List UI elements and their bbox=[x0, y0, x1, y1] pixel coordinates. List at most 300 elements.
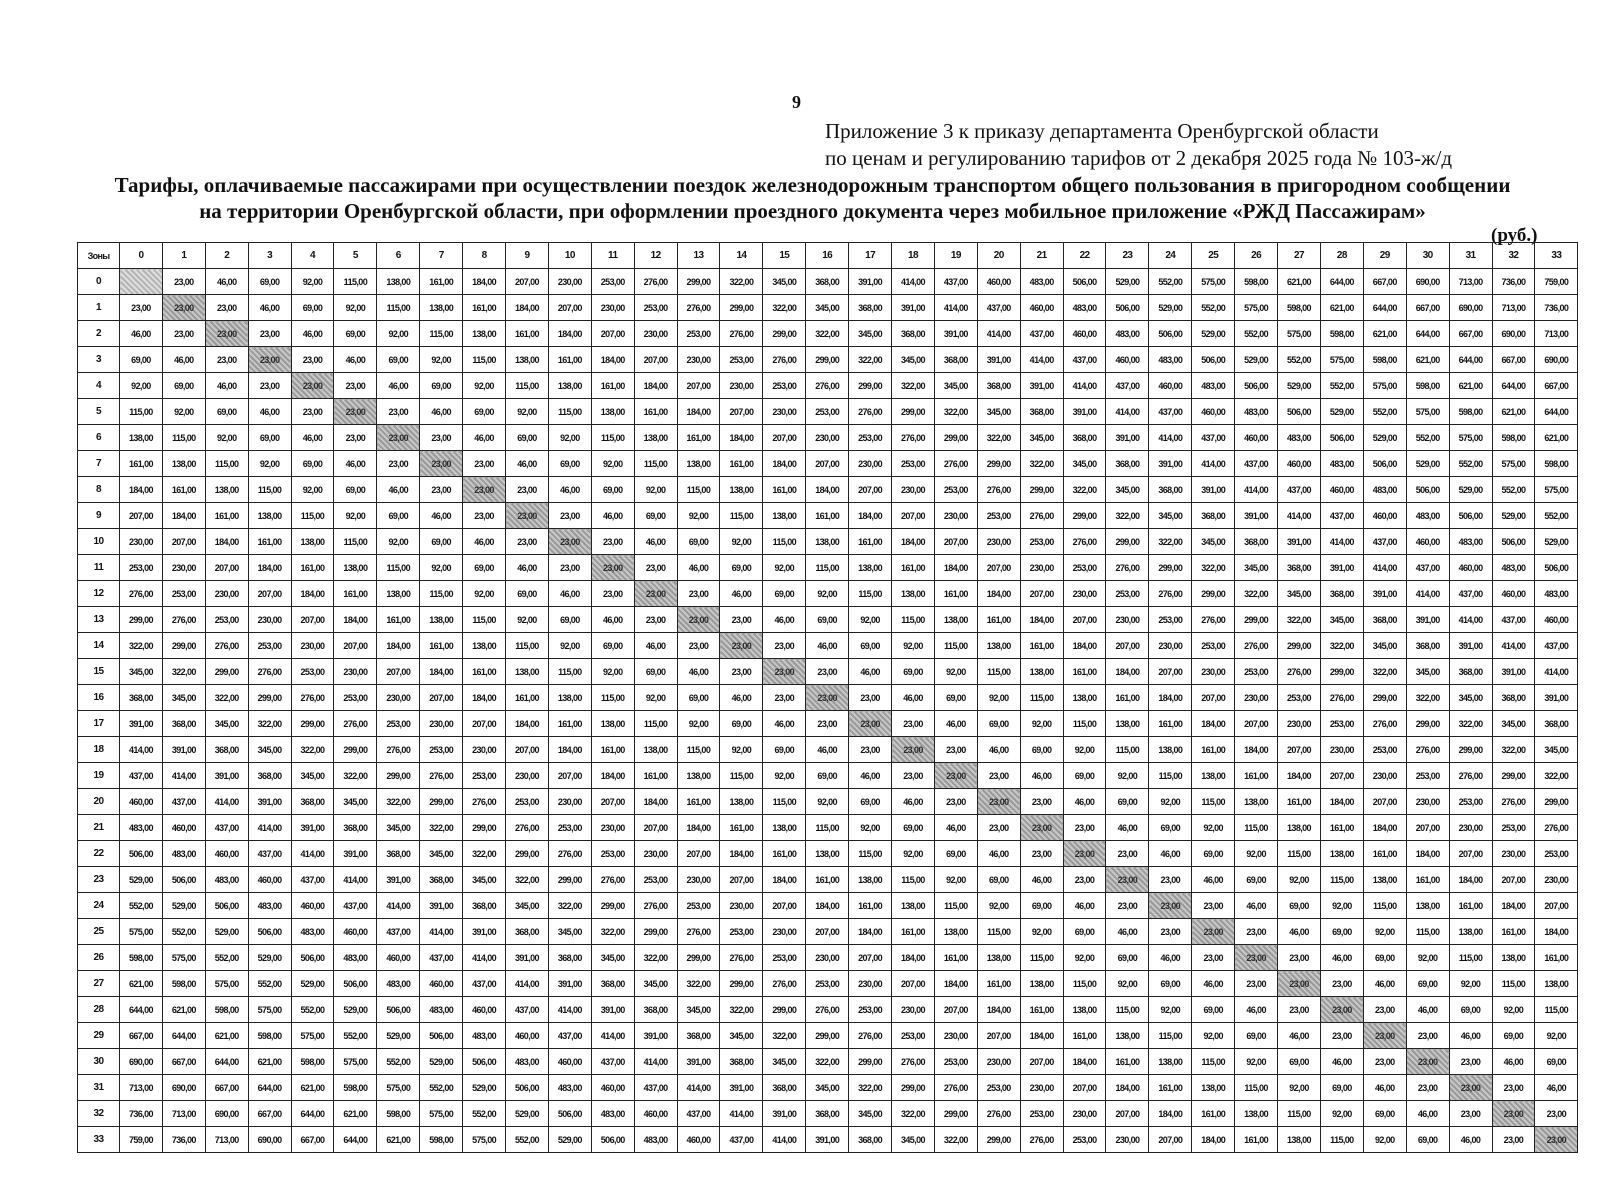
tariff-cell: 276,00 bbox=[506, 815, 549, 841]
tariff-cell: 92,00 bbox=[1149, 789, 1192, 815]
tariff-cell: 299,00 bbox=[720, 295, 763, 321]
tariff-cell: 345,00 bbox=[849, 1101, 892, 1127]
zone-row-header: 10 bbox=[78, 529, 120, 555]
tariff-cell: 598,00 bbox=[1406, 373, 1449, 399]
tariff-cell: 322,00 bbox=[1363, 659, 1406, 685]
tariff-cell: 345,00 bbox=[977, 399, 1020, 425]
diagonal-tariff-cell: 23,00 bbox=[205, 321, 248, 347]
tariff-cell: 23,00 bbox=[1192, 945, 1235, 971]
tariff-cell: 207,00 bbox=[1363, 789, 1406, 815]
tariff-cell: 598,00 bbox=[1535, 451, 1578, 477]
tariff-cell: 207,00 bbox=[977, 1023, 1020, 1049]
tariff-cell: 253,00 bbox=[634, 295, 677, 321]
tariff-cell: 414,00 bbox=[1320, 529, 1363, 555]
tariff-cell: 253,00 bbox=[248, 633, 291, 659]
tariff-cell: 138,00 bbox=[1192, 1075, 1235, 1101]
tariff-cell: 598,00 bbox=[420, 1127, 463, 1153]
tariff-cell: 345,00 bbox=[634, 971, 677, 997]
tariff-cell: 184,00 bbox=[720, 425, 763, 451]
tariff-cell: 23,00 bbox=[1449, 1101, 1492, 1127]
tariff-cell: 23,00 bbox=[977, 763, 1020, 789]
tariff-cell: 92,00 bbox=[1235, 841, 1278, 867]
tariff-cell: 322,00 bbox=[1449, 711, 1492, 737]
tariff-cell: 299,00 bbox=[120, 607, 163, 633]
tariff-cell: 161,00 bbox=[892, 555, 935, 581]
tariff-cell: 322,00 bbox=[977, 425, 1020, 451]
currency-unit: (руб.) bbox=[1491, 225, 1538, 246]
tariff-cell: 46,00 bbox=[1535, 1075, 1578, 1101]
tariff-cell: 161,00 bbox=[1106, 1049, 1149, 1075]
tariff-cell: 115,00 bbox=[1020, 945, 1063, 971]
tariff-cell: 299,00 bbox=[420, 789, 463, 815]
tariff-cell: 69,00 bbox=[205, 399, 248, 425]
tariff-cell: 92,00 bbox=[849, 815, 892, 841]
tariff-cell: 253,00 bbox=[548, 815, 591, 841]
tariff-cell: 184,00 bbox=[934, 971, 977, 997]
tariff-cell: 92,00 bbox=[1278, 1075, 1321, 1101]
tariff-cell: 161,00 bbox=[1320, 815, 1363, 841]
tariff-cell: 230,00 bbox=[377, 685, 420, 711]
tariff-cell: 253,00 bbox=[1235, 659, 1278, 685]
tariff-cell: 46,00 bbox=[806, 633, 849, 659]
tariff-cell: 598,00 bbox=[377, 1101, 420, 1127]
tariff-cell: 92,00 bbox=[1192, 815, 1235, 841]
table-row bbox=[78, 503, 1578, 529]
tariff-cell: 299,00 bbox=[934, 1101, 977, 1127]
tariff-cell: 345,00 bbox=[677, 997, 720, 1023]
tariff-cell: 23,00 bbox=[934, 789, 977, 815]
tariff-cell: 299,00 bbox=[677, 269, 720, 295]
tariff-cell: 69,00 bbox=[806, 607, 849, 633]
tariff-cell: 299,00 bbox=[1449, 737, 1492, 763]
tariff-cell: 345,00 bbox=[291, 763, 334, 789]
tariff-cell: 460,00 bbox=[506, 1023, 549, 1049]
tariff-cell: 23,00 bbox=[1020, 789, 1063, 815]
tariff-cell: 161,00 bbox=[1020, 997, 1063, 1023]
tariff-cell: 92,00 bbox=[763, 763, 806, 789]
tariff-cell: 437,00 bbox=[591, 1049, 634, 1075]
tariff-cell: 230,00 bbox=[291, 633, 334, 659]
tariff-cell: 299,00 bbox=[162, 633, 205, 659]
tariff-cell: 460,00 bbox=[977, 269, 1020, 295]
tariff-cell: 161,00 bbox=[720, 451, 763, 477]
tariff-cell: 414,00 bbox=[1278, 503, 1321, 529]
tariff-cell: 437,00 bbox=[420, 945, 463, 971]
tariff-cell: 460,00 bbox=[120, 789, 163, 815]
zone-column-header: 6 bbox=[377, 243, 420, 269]
tariff-cell: 276,00 bbox=[892, 1049, 935, 1075]
tariff-cell: 46,00 bbox=[463, 425, 506, 451]
tariff-cell: 46,00 bbox=[205, 269, 248, 295]
tariff-cell: 207,00 bbox=[1320, 763, 1363, 789]
tariff-cell: 529,00 bbox=[1449, 477, 1492, 503]
tariff-cell: 138,00 bbox=[1449, 919, 1492, 945]
tariff-cell: 184,00 bbox=[1106, 659, 1149, 685]
tariff-cell: 506,00 bbox=[548, 1101, 591, 1127]
tariff-cell: 115,00 bbox=[1278, 841, 1321, 867]
zone-column-header: 2 bbox=[205, 243, 248, 269]
tariff-cell: 575,00 bbox=[377, 1075, 420, 1101]
tariff-cell: 207,00 bbox=[720, 867, 763, 893]
tariff-cell: 92,00 bbox=[806, 789, 849, 815]
tariff-cell: 253,00 bbox=[806, 971, 849, 997]
tariff-cell: 92,00 bbox=[334, 503, 377, 529]
tariff-cell: 345,00 bbox=[1363, 633, 1406, 659]
tariff-cell: 115,00 bbox=[763, 529, 806, 555]
tariff-cell: 552,00 bbox=[1363, 399, 1406, 425]
table-row bbox=[78, 893, 1578, 919]
tariff-cell: 598,00 bbox=[162, 971, 205, 997]
tariff-cell: 138,00 bbox=[463, 633, 506, 659]
tariff-cell: 322,00 bbox=[548, 893, 591, 919]
tariff-cell: 437,00 bbox=[1149, 399, 1192, 425]
tariff-cell: 230,00 bbox=[1449, 815, 1492, 841]
tariff-cell: 115,00 bbox=[677, 477, 720, 503]
tariff-cell: 23,00 bbox=[806, 711, 849, 737]
tariff-cell: 161,00 bbox=[120, 451, 163, 477]
diagonal-tariff-cell: 23,00 bbox=[720, 633, 763, 659]
tariff-cell: 253,00 bbox=[849, 997, 892, 1023]
tariff-cell: 69,00 bbox=[420, 373, 463, 399]
zone-row-header: 5 bbox=[78, 399, 120, 425]
tariff-cell: 667,00 bbox=[1449, 321, 1492, 347]
tariff-cell: 161,00 bbox=[420, 269, 463, 295]
tariff-cell: 161,00 bbox=[591, 737, 634, 763]
tariff-cell: 184,00 bbox=[291, 581, 334, 607]
tariff-cell: 345,00 bbox=[1106, 477, 1149, 503]
tariff-cell: 46,00 bbox=[1363, 971, 1406, 997]
tariff-cell: 184,00 bbox=[849, 503, 892, 529]
tariff-cell: 138,00 bbox=[463, 321, 506, 347]
tariff-cell: 575,00 bbox=[1535, 477, 1578, 503]
tariff-cell: 299,00 bbox=[1535, 789, 1578, 815]
tariff-cell: 184,00 bbox=[1192, 1127, 1235, 1153]
tariff-cell: 276,00 bbox=[1020, 503, 1063, 529]
tariff-cell: 368,00 bbox=[763, 1075, 806, 1101]
tariff-cell: 322,00 bbox=[806, 1049, 849, 1075]
zone-row-header: 7 bbox=[78, 451, 120, 477]
zone-column-header: 26 bbox=[1235, 243, 1278, 269]
tariff-cell: 184,00 bbox=[591, 763, 634, 789]
tariff-cell: 483,00 bbox=[1149, 347, 1192, 373]
table-row bbox=[78, 373, 1578, 399]
tariff-cell: 276,00 bbox=[463, 789, 506, 815]
tariff-cell: 368,00 bbox=[806, 269, 849, 295]
tariff-cell: 115,00 bbox=[1149, 763, 1192, 789]
tariff-cell: 161,00 bbox=[720, 815, 763, 841]
tariff-cell: 621,00 bbox=[334, 1101, 377, 1127]
tariff-cell: 230,00 bbox=[1363, 763, 1406, 789]
tariff-cell: 644,00 bbox=[291, 1101, 334, 1127]
tariff-cell: 115,00 bbox=[377, 555, 420, 581]
tariff-table-body bbox=[78, 269, 1578, 1153]
tariff-cell: 207,00 bbox=[849, 477, 892, 503]
tariff-cell: 322,00 bbox=[334, 763, 377, 789]
tariff-cell: 391,00 bbox=[248, 789, 291, 815]
tariff-cell: 575,00 bbox=[291, 1023, 334, 1049]
tariff-cell: 161,00 bbox=[1449, 893, 1492, 919]
zone-row-header: 8 bbox=[78, 477, 120, 503]
tariff-cell: 46,00 bbox=[763, 711, 806, 737]
tariff-cell: 69,00 bbox=[1020, 737, 1063, 763]
tariff-cell: 414,00 bbox=[334, 867, 377, 893]
tariff-cell: 460,00 bbox=[1535, 607, 1578, 633]
tariff-cell: 184,00 bbox=[677, 399, 720, 425]
tariff-cell: 667,00 bbox=[1535, 373, 1578, 399]
tariff-cell: 322,00 bbox=[1278, 607, 1321, 633]
tariff-cell: 46,00 bbox=[334, 347, 377, 373]
tariff-cell: 299,00 bbox=[763, 321, 806, 347]
tariff-cell: 621,00 bbox=[205, 1023, 248, 1049]
tariff-cell: 138,00 bbox=[892, 581, 935, 607]
tariff-cell: 69,00 bbox=[1535, 1049, 1578, 1075]
table-row bbox=[78, 555, 1578, 581]
tariff-cell: 276,00 bbox=[1149, 581, 1192, 607]
tariff-cell: 299,00 bbox=[806, 1023, 849, 1049]
tariff-cell: 253,00 bbox=[1192, 633, 1235, 659]
tariff-cell: 69,00 bbox=[1149, 971, 1192, 997]
tariff-cell: 253,00 bbox=[591, 269, 634, 295]
tariff-cell: 598,00 bbox=[1278, 295, 1321, 321]
tariff-cell: 138,00 bbox=[1063, 997, 1106, 1023]
tariff-cell: 46,00 bbox=[248, 295, 291, 321]
tariff-cell: 322,00 bbox=[248, 711, 291, 737]
tariff-cell: 552,00 bbox=[377, 1049, 420, 1075]
zone-column-header: 10 bbox=[548, 243, 591, 269]
zone-column-header: 4 bbox=[291, 243, 334, 269]
zone-column-header: 25 bbox=[1192, 243, 1235, 269]
tariff-cell: 345,00 bbox=[334, 789, 377, 815]
tariff-cell: 391,00 bbox=[849, 269, 892, 295]
tariff-cell: 414,00 bbox=[1363, 555, 1406, 581]
tariff-cell: 529,00 bbox=[1406, 451, 1449, 477]
tariff-cell: 506,00 bbox=[1235, 373, 1278, 399]
tariff-cell: 207,00 bbox=[806, 919, 849, 945]
tariff-cell: 368,00 bbox=[977, 373, 1020, 399]
tariff-cell: 368,00 bbox=[291, 789, 334, 815]
tariff-cell: 575,00 bbox=[463, 1127, 506, 1153]
tariff-cell: 23,00 bbox=[1063, 867, 1106, 893]
tariff-cell: 92,00 bbox=[1063, 737, 1106, 763]
tariff-cell: 253,00 bbox=[849, 425, 892, 451]
zone-column-header: 0 bbox=[120, 243, 163, 269]
tariff-cell: 598,00 bbox=[248, 1023, 291, 1049]
tariff-cell: 345,00 bbox=[720, 1023, 763, 1049]
tariff-cell: 92,00 bbox=[420, 347, 463, 373]
tariff-cell: 46,00 bbox=[1106, 815, 1149, 841]
tariff-cell: 322,00 bbox=[892, 1101, 935, 1127]
tariff-cell: 299,00 bbox=[934, 425, 977, 451]
tariff-cell: 184,00 bbox=[763, 451, 806, 477]
tariff-cell: 506,00 bbox=[334, 971, 377, 997]
tariff-cell: 69,00 bbox=[120, 347, 163, 373]
zone-column-header: 17 bbox=[849, 243, 892, 269]
tariff-cell: 322,00 bbox=[677, 971, 720, 997]
tariff-cell: 437,00 bbox=[720, 1127, 763, 1153]
tariff-cell: 138,00 bbox=[634, 737, 677, 763]
tariff-cell: 529,00 bbox=[1278, 373, 1321, 399]
diagonal-tariff-cell: 23,00 bbox=[1535, 1127, 1578, 1153]
tariff-cell: 23,00 bbox=[463, 451, 506, 477]
tariff-cell: 92,00 bbox=[463, 373, 506, 399]
zone-row-header: 3 bbox=[78, 347, 120, 373]
tariff-cell: 230,00 bbox=[1492, 841, 1535, 867]
tariff-cell: 138,00 bbox=[1363, 867, 1406, 893]
tariff-cell: 391,00 bbox=[677, 1049, 720, 1075]
tariff-cell: 483,00 bbox=[591, 1101, 634, 1127]
tariff-cell: 69,00 bbox=[591, 477, 634, 503]
tariff-cell: 322,00 bbox=[892, 373, 935, 399]
zone-row-header: 19 bbox=[78, 763, 120, 789]
zone-column-header: 20 bbox=[977, 243, 1020, 269]
table-row bbox=[78, 997, 1578, 1023]
tariff-table-container bbox=[77, 242, 1578, 1153]
tariff-cell: 115,00 bbox=[1320, 1127, 1363, 1153]
tariff-cell: 207,00 bbox=[334, 633, 377, 659]
tariff-cell: 184,00 bbox=[1406, 841, 1449, 867]
tariff-cell: 23,00 bbox=[420, 477, 463, 503]
tariff-cell: 575,00 bbox=[1235, 295, 1278, 321]
tariff-cell: 207,00 bbox=[1106, 633, 1149, 659]
tariff-cell: 253,00 bbox=[506, 789, 549, 815]
tariff-cell: 92,00 bbox=[1149, 997, 1192, 1023]
tariff-cell: 230,00 bbox=[1106, 1127, 1149, 1153]
tariff-cell: 621,00 bbox=[1449, 373, 1492, 399]
tariff-cell: 345,00 bbox=[892, 347, 935, 373]
tariff-cell: 575,00 bbox=[1363, 373, 1406, 399]
tariff-cell: 92,00 bbox=[1235, 1049, 1278, 1075]
tariff-cell: 46,00 bbox=[291, 425, 334, 451]
tariff-cell: 184,00 bbox=[1449, 867, 1492, 893]
tariff-cell: 69,00 bbox=[162, 373, 205, 399]
tariff-cell: 230,00 bbox=[763, 919, 806, 945]
tariff-cell: 437,00 bbox=[1106, 373, 1149, 399]
tariff-cell: 391,00 bbox=[1106, 425, 1149, 451]
tariff-cell: 138,00 bbox=[162, 451, 205, 477]
tariff-cell: 460,00 bbox=[1406, 529, 1449, 555]
tariff-cell: 23,00 bbox=[892, 711, 935, 737]
diagonal-tariff-cell: 23,00 bbox=[849, 711, 892, 737]
tariff-cell: 460,00 bbox=[1278, 451, 1321, 477]
tariff-cell: 115,00 bbox=[1320, 867, 1363, 893]
tariff-cell: 161,00 bbox=[377, 607, 420, 633]
tariff-cell: 276,00 bbox=[1406, 737, 1449, 763]
tariff-cell: 391,00 bbox=[463, 919, 506, 945]
tariff-cell: 207,00 bbox=[506, 269, 549, 295]
tariff-cell: 276,00 bbox=[934, 1075, 977, 1101]
table-row bbox=[78, 1049, 1578, 1075]
tariff-cell: 391,00 bbox=[205, 763, 248, 789]
tariff-cell: 92,00 bbox=[420, 555, 463, 581]
tariff-cell: 253,00 bbox=[806, 399, 849, 425]
tariff-cell: 253,00 bbox=[162, 581, 205, 607]
tariff-cell: 299,00 bbox=[248, 685, 291, 711]
tariff-cell: 230,00 bbox=[1063, 1101, 1106, 1127]
tariff-cell: 23,00 bbox=[1535, 1101, 1578, 1127]
diagonal-tariff-cell: 23,00 bbox=[634, 581, 677, 607]
tariff-cell: 552,00 bbox=[420, 1075, 463, 1101]
tariff-cell: 46,00 bbox=[591, 503, 634, 529]
tariff-cell: 644,00 bbox=[162, 1023, 205, 1049]
tariff-cell: 621,00 bbox=[1406, 347, 1449, 373]
tariff-cell: 23,00 bbox=[1492, 1075, 1535, 1101]
tariff-cell: 46,00 bbox=[677, 659, 720, 685]
tariff-cell: 460,00 bbox=[162, 815, 205, 841]
tariff-cell: 184,00 bbox=[1063, 1049, 1106, 1075]
tariff-cell: 161,00 bbox=[1406, 867, 1449, 893]
tariff-cell: 161,00 bbox=[506, 321, 549, 347]
tariff-cell: 69,00 bbox=[291, 451, 334, 477]
zone-row-header: 21 bbox=[78, 815, 120, 841]
tariff-cell: 460,00 bbox=[1063, 321, 1106, 347]
tariff-cell: 46,00 bbox=[934, 815, 977, 841]
tariff-cell: 460,00 bbox=[463, 997, 506, 1023]
tariff-cell: 414,00 bbox=[977, 321, 1020, 347]
tariff-cell: 391,00 bbox=[892, 295, 935, 321]
tariff-cell: 115,00 bbox=[720, 503, 763, 529]
tariff-cell: 69,00 bbox=[892, 815, 935, 841]
tariff-cell: 161,00 bbox=[1492, 919, 1535, 945]
tariff-cell: 368,00 bbox=[548, 945, 591, 971]
tariff-cell: 253,00 bbox=[334, 685, 377, 711]
tariff-cell: 184,00 bbox=[1149, 685, 1192, 711]
tariff-cell: 276,00 bbox=[1020, 1127, 1063, 1153]
tariff-cell: 552,00 bbox=[1320, 373, 1363, 399]
tariff-cell: 460,00 bbox=[377, 945, 420, 971]
tariff-cell: 92,00 bbox=[506, 399, 549, 425]
tariff-cell: 23,00 bbox=[1192, 893, 1235, 919]
tariff-cell: 322,00 bbox=[763, 295, 806, 321]
tariff-cell: 161,00 bbox=[934, 581, 977, 607]
tariff-cell: 575,00 bbox=[1278, 321, 1321, 347]
tariff-cell: 46,00 bbox=[120, 321, 163, 347]
tariff-cell: 184,00 bbox=[1320, 789, 1363, 815]
tariff-cell: 368,00 bbox=[634, 997, 677, 1023]
tariff-cell: 161,00 bbox=[1192, 1101, 1235, 1127]
tariff-cell: 253,00 bbox=[1149, 607, 1192, 633]
tariff-cell: 690,00 bbox=[248, 1127, 291, 1153]
tariff-cell: 276,00 bbox=[1192, 607, 1235, 633]
tariff-cell: 483,00 bbox=[248, 893, 291, 919]
tariff-cell: 460,00 bbox=[291, 893, 334, 919]
tariff-cell: 368,00 bbox=[248, 763, 291, 789]
tariff-cell: 46,00 bbox=[420, 399, 463, 425]
tariff-cell: 230,00 bbox=[248, 607, 291, 633]
tariff-cell: 230,00 bbox=[1192, 659, 1235, 685]
tariff-cell: 69,00 bbox=[849, 789, 892, 815]
table-row bbox=[78, 971, 1578, 997]
tariff-cell: 115,00 bbox=[1192, 789, 1235, 815]
tariff-cell: 184,00 bbox=[677, 815, 720, 841]
tariff-cell: 437,00 bbox=[1535, 633, 1578, 659]
tariff-cell: 230,00 bbox=[892, 997, 935, 1023]
tariff-cell: 46,00 bbox=[248, 399, 291, 425]
tariff-cell: 46,00 bbox=[1063, 789, 1106, 815]
tariff-cell: 322,00 bbox=[162, 659, 205, 685]
tariff-cell: 391,00 bbox=[634, 1023, 677, 1049]
tariff-cell: 644,00 bbox=[334, 1127, 377, 1153]
table-row bbox=[78, 581, 1578, 607]
diagonal-tariff-cell: 23,00 bbox=[1149, 893, 1192, 919]
tariff-cell: 598,00 bbox=[1492, 425, 1535, 451]
tariff-cell: 345,00 bbox=[463, 867, 506, 893]
tariff-cell: 575,00 bbox=[1320, 347, 1363, 373]
zone-column-header: 15 bbox=[763, 243, 806, 269]
tariff-cell: 552,00 bbox=[506, 1127, 549, 1153]
tariff-cell: 253,00 bbox=[420, 737, 463, 763]
tariff-cell: 138,00 bbox=[977, 633, 1020, 659]
tariff-cell: 69,00 bbox=[420, 529, 463, 555]
